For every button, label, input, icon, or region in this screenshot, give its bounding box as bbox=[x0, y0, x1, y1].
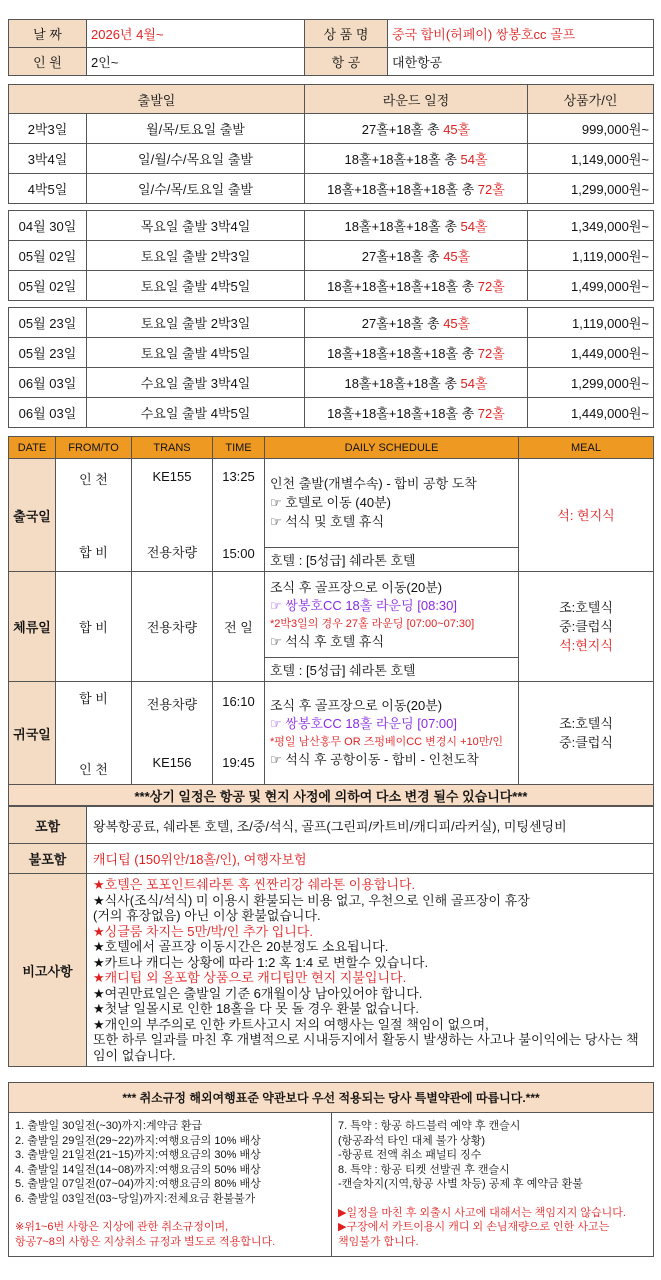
package-duration: 3박4일 bbox=[9, 144, 87, 174]
remark-item: ★캐디팁 외 올포함 상품으로 캐디팁만 현지 지불입니다. bbox=[93, 970, 407, 985]
day2-meal3: 석:현지식 bbox=[559, 638, 613, 653]
day2-meal bbox=[519, 572, 654, 682]
round-text: 18홀+18홀+18홀+18홀 총 bbox=[327, 406, 478, 421]
header-daily-schedule: DAILY SCHEDULE bbox=[265, 437, 519, 459]
cancel-left-item: 3. 출발일 21일전(21~15)까지:여행요금의 30% 배상 bbox=[15, 1149, 261, 1161]
info-table bbox=[8, 19, 654, 76]
package-round bbox=[305, 241, 528, 271]
cancel-right-item: 8. 특약 : 항공 티켓 선발권 후 캔슬시 bbox=[338, 1163, 510, 1176]
day1-time2: 15:00 bbox=[222, 546, 255, 561]
exclude-label: 불포함 bbox=[9, 844, 87, 874]
package-price: 1,449,000원~ bbox=[528, 398, 654, 428]
day1-line3: ☞ 석식 및 호텔 휴식 bbox=[270, 514, 385, 530]
day3-from1: 합 비 bbox=[79, 691, 108, 706]
round-text: 18홀+18홀+18홀+18홀 총 bbox=[327, 279, 478, 294]
day3-meal2: 중:클럽식 bbox=[559, 735, 613, 750]
include-label: 포함 bbox=[9, 807, 87, 844]
cancel-table bbox=[8, 1082, 654, 1257]
package-row bbox=[9, 308, 654, 338]
package-price: 1,499,000원~ bbox=[528, 271, 654, 301]
remark-item: ★호텔은 포포인트쉐라톤 혹 씬짠리강 쉐라톤 이용합니다. bbox=[93, 877, 416, 892]
cancel-right-item: (항공좌석 타인 대체 불가 상황) bbox=[338, 1134, 486, 1147]
package-table-2 bbox=[8, 210, 654, 301]
cancel-right-item: -캔슬차지(지역,항공 사별 차등) 공제 후 예약금 환불 bbox=[338, 1178, 583, 1190]
header-meal: MEAL bbox=[519, 437, 654, 459]
total-holes: 45홀 bbox=[443, 122, 471, 137]
date-label: 날 짜 bbox=[9, 20, 87, 48]
day3-line3: *평일 남산홍무 OR 즈펑베이CC 변경시 +10만/인 bbox=[270, 736, 504, 748]
package-round bbox=[305, 308, 528, 338]
day3-trans1: 전용차량 bbox=[146, 697, 198, 712]
day2-label: 체류일 bbox=[9, 572, 56, 682]
day3-trans2: KE156 bbox=[152, 755, 192, 770]
schedule-table bbox=[8, 436, 654, 806]
day1-trans2: 전용차량 bbox=[146, 545, 198, 560]
people-value: 2인~ bbox=[87, 48, 305, 76]
package-row bbox=[9, 174, 654, 204]
package-row bbox=[9, 338, 654, 368]
cancel-left-note1: ※위1~6번 사항은 지상에 관한 취소규정이며, bbox=[15, 1221, 229, 1233]
day3-line2: ☞ 쌍봉호CC 18홀 라운딩 [07:00] bbox=[270, 716, 457, 731]
package-price: 1,449,000원~ bbox=[528, 338, 654, 368]
cancel-left-item: 4. 출발일 14일전(14~08)까지:여행요금의 50% 배상 bbox=[15, 1163, 261, 1176]
cancel-right-note1: ▶일정을 마친 후 외출시 사고에 대해서는 책임지지 않습니다. bbox=[338, 1206, 626, 1219]
total-holes: 54홀 bbox=[460, 152, 488, 167]
package-departure: 목요일 출발 3박4일 bbox=[87, 211, 305, 241]
round-text: 18홀+18홀+18홀 총 bbox=[344, 152, 461, 167]
remark-item: ★여권만료일은 출발일 기준 6개월이상 남아있어야 합니다. bbox=[93, 985, 423, 1001]
package-price: 1,149,000원~ bbox=[528, 144, 654, 174]
header-departure: 출발일 bbox=[9, 85, 305, 114]
day2-line2: ☞ 쌍봉호CC 18홀 라운딩 [08:30] bbox=[270, 597, 457, 613]
total-holes: 72홀 bbox=[477, 182, 505, 197]
package-round bbox=[305, 144, 528, 174]
header-trans: TRANS bbox=[132, 437, 213, 459]
package-round bbox=[305, 398, 528, 428]
day3-label: 귀국일 bbox=[9, 682, 56, 785]
total-holes: 45홀 bbox=[443, 249, 471, 264]
day2-line4: ☞ 석식 후 호텔 휴식 bbox=[270, 633, 385, 649]
package-price: 1,299,000원~ bbox=[528, 174, 654, 204]
round-text: 18홀+18홀+18홀+18홀 총 bbox=[327, 182, 478, 197]
day1-from1: 인 천 bbox=[79, 472, 108, 487]
day3-meal1: 조:호텔식 bbox=[559, 716, 613, 731]
round-text: 27홀+18홀 총 bbox=[361, 316, 444, 331]
round-text: 18홀+18홀+18홀 총 bbox=[344, 376, 461, 391]
header-price: 상품가/인 bbox=[528, 85, 654, 114]
package-departure: 수요일 출발 3박4일 bbox=[87, 368, 305, 398]
date-value: 2026년 4월~ bbox=[87, 20, 305, 48]
header-date: DATE bbox=[9, 437, 56, 459]
airline-label: 항 공 bbox=[305, 48, 388, 76]
cancel-left-item: 6. 출발일 03일전(03~당일)까지:전체요금 환불불가 bbox=[15, 1192, 256, 1205]
cancel-right-note2: ▶구장에서 카트이용시 캐디 외 손님재량으로 인한 사고는 bbox=[338, 1221, 610, 1233]
remark-item: ★호텔에서 골프장 이동시간은 20분정도 소요됩니다. bbox=[93, 939, 389, 954]
day2-line3: *2박3일의 경우 27홀 라운딩 [07:00~07:30] bbox=[270, 617, 475, 630]
day3-trans bbox=[132, 682, 213, 785]
airline-value: 대한항공 bbox=[388, 48, 654, 76]
cancel-left-item: 2. 출발일 29일전(29~22)까지:여행요금의 10% 배상 bbox=[15, 1134, 261, 1147]
total-holes: 54홀 bbox=[460, 219, 488, 234]
package-round bbox=[305, 174, 528, 204]
package-duration: 2박3일 bbox=[9, 114, 87, 144]
product-value: 중국 합비(허페이) 쌍봉호cc 골프 bbox=[388, 20, 654, 48]
package-duration: 4박5일 bbox=[9, 174, 87, 204]
package-table-1 bbox=[8, 84, 654, 204]
package-duration: 06월 03일 bbox=[9, 398, 87, 428]
header-round: 라운드 일정 bbox=[305, 85, 528, 114]
day1-time bbox=[213, 459, 265, 572]
remarks-list bbox=[87, 874, 654, 1067]
package-row bbox=[9, 144, 654, 174]
package-duration: 06월 03일 bbox=[9, 368, 87, 398]
day1-time1: 13:25 bbox=[222, 469, 255, 484]
cancel-right-item: -항공료 전액 취소 패널티 징수 bbox=[338, 1149, 482, 1161]
round-text: 18홀+18홀+18홀 총 bbox=[344, 219, 461, 234]
package-row bbox=[9, 211, 654, 241]
package-row bbox=[9, 368, 654, 398]
package-departure: 일/월/수/목요일 출발 bbox=[87, 144, 305, 174]
day1-from bbox=[56, 459, 132, 572]
round-text: 27홀+18홀 총 bbox=[361, 249, 444, 264]
total-holes: 54홀 bbox=[460, 376, 488, 391]
remark-item: ★식사(조식/석식) 미 이용시 환불되는 비용 없고, 우천으로 인해 골프장이 휴장 bbox=[93, 892, 530, 908]
schedule-notice: ***상기 일정은 항공 및 현지 사정에 의하여 다소 변경 될수 있습니다*** bbox=[9, 785, 654, 806]
day3-line4: ☞ 석식 후 공항이동 - 합비 - 인천도착 bbox=[270, 752, 479, 767]
day2-hotel: 호텔 : [5성급] 쉐라톤 호텔 bbox=[265, 658, 519, 682]
remark-item: ★싱글룸 차지는 5만/박/인 추가 입니다. bbox=[93, 923, 313, 939]
package-price: 1,119,000원~ bbox=[528, 308, 654, 338]
day3-line1: 조식 후 골프장으로 이동(20분) bbox=[270, 698, 443, 713]
remark-item: ★개인의 부주의로 인한 카트사고시 저의 여행사는 일절 책임이 없으며, bbox=[93, 1016, 489, 1032]
cancel-left-item: 5. 출발일 07일전(07~04)까지:여행요금의 80% 배상 bbox=[15, 1178, 261, 1190]
header-time: TIME bbox=[213, 437, 265, 459]
package-departure: 수요일 출발 4박5일 bbox=[87, 398, 305, 428]
day3-from2: 인 천 bbox=[79, 762, 108, 777]
people-label: 인 원 bbox=[9, 48, 87, 76]
day1-hotel: 호텔 : [5성급] 쉐라톤 호텔 bbox=[265, 547, 519, 571]
package-departure: 월/목/토요일 출발 bbox=[87, 114, 305, 144]
package-price: 1,299,000원~ bbox=[528, 368, 654, 398]
package-round bbox=[305, 368, 528, 398]
day1-label: 출국일 bbox=[9, 459, 56, 572]
cancel-right-item: 7. 특약 : 항공 하드블럭 예약 후 캔슬시 bbox=[338, 1120, 521, 1132]
package-duration: 05월 02일 bbox=[9, 271, 87, 301]
day2-schedule bbox=[265, 572, 519, 658]
remark-item: 또한 하루 일과를 마친 후 개별적으로 시내등지에서 활동시 발생하는 사고나 불이익에는 당사는 책임이 없습니다. bbox=[93, 1032, 639, 1063]
package-round bbox=[305, 114, 528, 144]
package-departure: 토요일 출발 4박5일 bbox=[87, 271, 305, 301]
day1-trans bbox=[132, 459, 213, 572]
remark-item: ★카트나 캐디는 상황에 따라 1:2 혹 1:4 로 변할수 있습니다. bbox=[93, 954, 429, 970]
cancel-left bbox=[9, 1113, 332, 1257]
day1-trans1: KE155 bbox=[152, 469, 192, 484]
total-holes: 72홀 bbox=[477, 279, 505, 294]
cancel-left-note2: 항공7~8의 사항은 지상취소 규정과 별도로 적용합니다. bbox=[15, 1235, 276, 1248]
package-duration: 05월 02일 bbox=[9, 241, 87, 271]
round-text: 18홀+18홀+18홀+18홀 총 bbox=[327, 346, 478, 361]
package-round bbox=[305, 271, 528, 301]
package-duration: 04월 30일 bbox=[9, 211, 87, 241]
package-duration: 05월 23일 bbox=[9, 338, 87, 368]
day3-schedule bbox=[265, 682, 519, 785]
day1-from2: 합 비 bbox=[79, 545, 108, 560]
day2-meal1: 조:호텔식 bbox=[559, 600, 613, 615]
package-price: 999,000원~ bbox=[528, 114, 654, 144]
package-row bbox=[9, 114, 654, 144]
package-table-3 bbox=[8, 307, 654, 428]
day2-trans: 전용차량 bbox=[132, 572, 213, 682]
exclude-value: 캐디팁 (150위안/18홀/인), 여행자보험 bbox=[87, 844, 654, 874]
total-holes: 72홀 bbox=[477, 406, 505, 421]
day3-time2: 19:45 bbox=[222, 755, 255, 770]
day1-schedule bbox=[265, 459, 519, 548]
package-price: 1,349,000원~ bbox=[528, 211, 654, 241]
remark-item: (거의 휴장없음) 아닌 이상 환불없습니다. bbox=[93, 908, 321, 923]
day2-time: 전 일 bbox=[213, 572, 265, 682]
package-duration: 05월 23일 bbox=[9, 308, 87, 338]
cancel-right bbox=[332, 1113, 654, 1257]
package-row bbox=[9, 271, 654, 301]
package-departure: 토요일 출발 2박3일 bbox=[87, 308, 305, 338]
package-round bbox=[305, 211, 528, 241]
day1-line1: 인천 출발(개별수속) - 합비 공항 도착 bbox=[270, 476, 477, 492]
package-departure: 토요일 출발 4박5일 bbox=[87, 338, 305, 368]
day1-line2: ☞ 호텔로 이동 (40분) bbox=[270, 495, 391, 511]
day3-from bbox=[56, 682, 132, 785]
product-label: 상 품 명 bbox=[305, 20, 388, 48]
package-row bbox=[9, 398, 654, 428]
day1-meal: 석: 현지식 bbox=[519, 459, 654, 572]
package-price: 1,119,000원~ bbox=[528, 241, 654, 271]
package-departure: 토요일 출발 2박3일 bbox=[87, 241, 305, 271]
day2-meal2: 중:클럽식 bbox=[559, 619, 613, 634]
day3-time bbox=[213, 682, 265, 785]
day2-line1: 조식 후 골프장으로 이동(20분) bbox=[270, 579, 443, 595]
package-round bbox=[305, 338, 528, 368]
extra-table bbox=[8, 806, 654, 1067]
round-text: 27홀+18홀 총 bbox=[361, 122, 444, 137]
cancel-right-note3: 책임불가 합니다. bbox=[338, 1235, 419, 1248]
package-row bbox=[9, 241, 654, 271]
package-departure: 일/수/목/토요일 출발 bbox=[87, 174, 305, 204]
remark-item: ★첫날 일몰시로 인한 18홀을 다 못 돌 경우 환불 없습니다. bbox=[93, 1001, 419, 1016]
cancel-title: *** 취소규정 해외여행표준 약관보다 우선 적용되는 당사 특별약관에 따릅니다.*** bbox=[9, 1083, 654, 1113]
include-value: 왕복항공료, 쉐라톤 호텔, 조/중/석식, 골프(그린피/카트비/캐디피/라커실), 미팅센딩비 bbox=[87, 807, 654, 844]
remarks-label: 비고사항 bbox=[9, 874, 87, 1067]
day3-meal bbox=[519, 682, 654, 785]
cancel-left-item: 1. 출발일 30일전(~30)까지:계약금 환급 bbox=[15, 1120, 203, 1132]
total-holes: 45홀 bbox=[443, 316, 471, 331]
day2-from: 합 비 bbox=[56, 572, 132, 682]
total-holes: 72홀 bbox=[477, 346, 505, 361]
header-from-to: FROM/TO bbox=[56, 437, 132, 459]
day3-time1: 16:10 bbox=[222, 694, 255, 709]
